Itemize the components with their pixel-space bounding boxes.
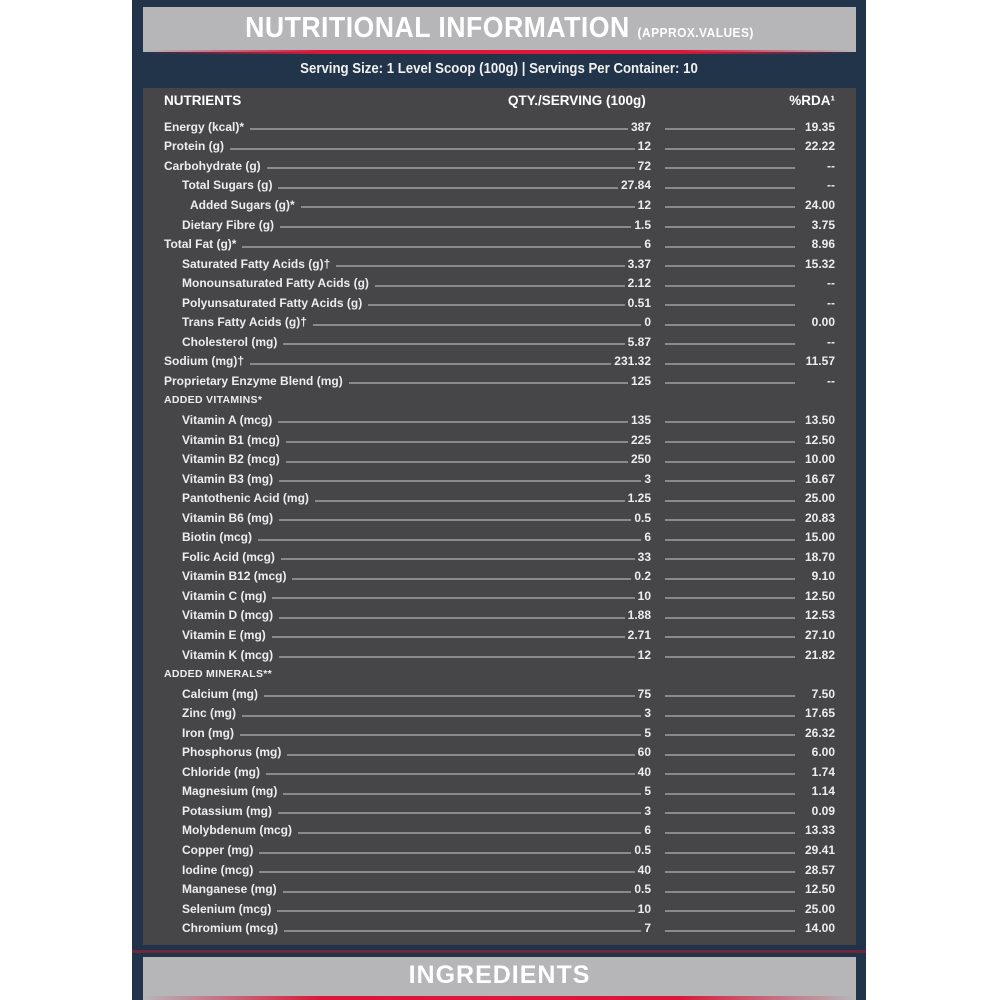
table-row: [164, 782, 835, 802]
table-row: [164, 332, 835, 352]
leader-line: [272, 597, 634, 599]
leader-line: [665, 871, 795, 873]
qty-value: 3: [644, 471, 651, 486]
rda-value: 1.14: [811, 784, 835, 799]
leader-line: [283, 891, 632, 893]
nutrient-name: Polyunsaturated Fatty Acids (g): [182, 295, 363, 310]
qty-value: 225: [630, 432, 651, 447]
ingredients-title: INGREDIENTS: [408, 961, 591, 989]
table-row: [164, 684, 835, 704]
table-row: [164, 821, 835, 841]
leader-line: [665, 480, 795, 482]
leader-line: [665, 617, 795, 619]
qty-value: 5: [644, 725, 651, 740]
table-rows: [164, 117, 835, 938]
leader-line: [665, 363, 795, 365]
leader-line: [665, 695, 795, 697]
leader-line: [665, 754, 795, 756]
rda-value: 9.10: [811, 569, 835, 584]
rda-value: --: [827, 334, 835, 349]
table-row: [164, 840, 835, 860]
nutrient-name: Manganese (mg): [182, 882, 277, 897]
leader-line: [242, 246, 641, 248]
rda-value: 19.35: [804, 119, 835, 134]
qty-value: 1.25: [627, 491, 651, 506]
leader-line: [272, 636, 625, 638]
rda-value: 29.41: [804, 843, 835, 857]
rda-value: 15.32: [804, 256, 835, 271]
table-row: [164, 430, 835, 450]
leader-line: [280, 226, 631, 228]
leader-line: [665, 304, 795, 306]
leader-line: [278, 187, 618, 189]
nutrient-name: Magnesium (mg): [182, 784, 278, 799]
rda-value: 14.00: [804, 921, 835, 936]
section-heading: [164, 391, 835, 411]
leader-line: [230, 148, 635, 150]
leader-line: [240, 734, 641, 736]
table-row: [164, 606, 835, 626]
leader-line: [665, 148, 795, 150]
nutrient-name: ADDED MINERALS**: [164, 668, 273, 681]
column-header-qty: QTY./SERVING (100g): [508, 93, 646, 108]
table-header: [164, 93, 835, 111]
leader-line: [375, 285, 625, 287]
rda-value: 12.53: [804, 608, 835, 623]
rda-value: 6.00: [811, 745, 835, 760]
qty-value: 2.12: [627, 276, 651, 291]
table-row: [164, 117, 835, 137]
rda-value: 8.96: [811, 237, 835, 252]
leader-line: [665, 343, 795, 345]
qty-value: 3: [644, 706, 651, 721]
leader-line: [665, 793, 795, 795]
qty-value: 1.88: [627, 608, 651, 623]
qty-value: 12: [637, 139, 651, 154]
rda-value: --: [827, 373, 835, 388]
qty-value: 0: [644, 315, 651, 330]
qty-value: 27.84: [620, 178, 651, 193]
rda-value: --: [827, 178, 835, 193]
nutrient-name: Trans Fatty Acids (g)†: [182, 315, 307, 330]
leader-line: [242, 715, 641, 717]
table-row: [164, 469, 835, 489]
nutrient-name: Folic Acid (mcg): [182, 549, 275, 564]
leader-line: [259, 852, 631, 854]
nutrient-name: Chloride (mg): [182, 764, 260, 779]
leader-line: [301, 206, 635, 208]
nutrient-name: Chromium (mcg): [182, 921, 278, 936]
rda-value: 13.33: [804, 823, 835, 838]
column-header-nutrients: NUTRIENTS: [164, 93, 242, 108]
leader-line: [286, 441, 628, 443]
rda-value: 12.50: [804, 588, 835, 603]
leader-line: [665, 910, 795, 912]
leader-line: [665, 461, 795, 463]
qty-value: 387: [630, 119, 651, 134]
table-row: [164, 508, 835, 528]
leader-line: [665, 187, 795, 189]
table-row: [164, 860, 835, 880]
nutrient-name: Vitamin E (mg): [182, 627, 266, 642]
leader-line: [279, 519, 631, 521]
leader-line: [665, 441, 795, 443]
qty-value: 6: [644, 530, 651, 545]
leader-line: [665, 930, 795, 932]
qty-value: 0.5: [634, 843, 651, 857]
qty-value: 12: [637, 197, 651, 212]
rda-value: 17.65: [804, 706, 835, 721]
qty-value: 0.2: [634, 569, 651, 584]
table-row: [164, 645, 835, 665]
ingredients-accent-line: [143, 996, 856, 1000]
leader-line: [665, 773, 795, 775]
leader-line: [267, 167, 635, 169]
leader-line: [665, 500, 795, 502]
nutrient-name: Saturated Fatty Acids (g)†: [182, 256, 331, 271]
nutrient-name: Energy (kcal)*: [164, 119, 245, 134]
qty-value: 5: [644, 784, 651, 799]
qty-value: 125: [630, 373, 651, 388]
rda-value: 18.70: [804, 549, 835, 564]
section-heading: [164, 664, 835, 684]
rda-value: 24.00: [804, 197, 835, 212]
nutrient-name: Total Fat (g)*: [164, 237, 237, 252]
rda-value: 12.50: [804, 432, 835, 447]
nutrient-name: Protein (g): [164, 139, 224, 154]
qty-value: 0.5: [634, 882, 651, 897]
nutrient-name: Biotin (mcg): [182, 530, 252, 545]
leader-line: [313, 324, 641, 326]
nutrient-name: Dietary Fibre (g): [182, 217, 275, 232]
leader-line: [665, 246, 795, 248]
table-row: [164, 899, 835, 919]
nutrient-name: Vitamin C (mg): [182, 588, 267, 603]
leader-line: [286, 461, 628, 463]
leader-line: [315, 500, 625, 502]
leader-line: [665, 578, 795, 580]
leader-line: [284, 930, 641, 932]
table-row: [164, 352, 835, 372]
rda-value: 0.00: [811, 315, 835, 330]
leader-line: [665, 636, 795, 638]
qty-value: 12: [637, 647, 651, 662]
rda-value: 0.09: [811, 803, 835, 818]
leader-line: [665, 852, 795, 854]
nutrient-name: Zinc (mg): [182, 706, 236, 721]
qty-value: 6: [644, 237, 651, 252]
ingredients-header-bar: [143, 957, 856, 1000]
leader-line: [665, 167, 795, 169]
leader-line: [336, 265, 624, 267]
nutrient-name: Iodine (mcg): [182, 862, 254, 877]
nutrient-name: Iron (mg): [182, 725, 234, 740]
table-row: [164, 234, 835, 254]
table-row: [164, 625, 835, 645]
leader-line: [665, 285, 795, 287]
leader-line: [665, 226, 795, 228]
qty-value: 0.5: [634, 510, 651, 525]
table-row: [164, 137, 835, 157]
nutrient-name: Vitamin B6 (mg): [182, 510, 274, 525]
leader-line: [665, 812, 795, 814]
qty-value: 135: [630, 412, 651, 427]
column-header-rda: %RDA¹: [789, 93, 835, 108]
nutrient-name: Proprietary Enzyme Blend (mg): [164, 373, 343, 388]
table-row: [164, 879, 835, 899]
rda-value: --: [827, 295, 835, 310]
table-row: [164, 488, 835, 508]
table-row: [164, 547, 835, 567]
rda-value: 25.00: [804, 901, 835, 916]
divider-accent: [132, 950, 866, 953]
qty-value: 72: [637, 158, 651, 173]
qty-value: 40: [637, 764, 651, 779]
rda-value: 7.50: [811, 686, 835, 701]
table-row: [164, 586, 835, 606]
qty-value: 6: [644, 823, 651, 838]
nutrient-name: Vitamin A (mcg): [182, 412, 273, 427]
rda-value: 15.00: [804, 530, 835, 545]
nutrient-name: Molybdenum (mcg): [182, 823, 292, 838]
nutrient-name: Sodium (mg)†: [164, 354, 244, 369]
leader-line: [278, 812, 641, 814]
table-row: [164, 254, 835, 274]
leader-line: [259, 871, 634, 873]
leader-line: [258, 539, 641, 541]
rda-value: --: [827, 276, 835, 291]
qty-value: 5.87: [627, 334, 651, 349]
leader-line: [665, 539, 795, 541]
table-row: [164, 918, 835, 938]
qty-value: 75: [637, 686, 651, 701]
rda-value: --: [827, 158, 835, 173]
table-row: [164, 723, 835, 743]
nutrient-name: Vitamin K (mcg): [182, 647, 274, 662]
nutrient-name: Monounsaturated Fatty Acids (g): [182, 276, 369, 291]
leader-line: [665, 656, 795, 658]
nutrition-title: [245, 12, 754, 45]
qty-value: 10: [637, 901, 651, 916]
qty-value: 1.5: [634, 217, 651, 232]
nutrient-name: Cholesterol (mg): [182, 334, 278, 349]
table-row: [164, 567, 835, 587]
serving-info: Serving Size: 1 Level Scoop (100g) | Servings Per Container: 10: [300, 60, 698, 77]
leader-line: [281, 558, 635, 560]
table-row: [164, 312, 835, 332]
leader-line: [665, 421, 795, 423]
rda-value: 1.74: [811, 764, 835, 779]
rda-value: 28.57: [804, 862, 835, 877]
leader-line: [665, 715, 795, 717]
leader-line: [250, 128, 628, 130]
leader-line: [665, 265, 795, 267]
leader-line: [665, 382, 795, 384]
rda-value: 10.00: [804, 452, 835, 467]
rda-value: 16.67: [804, 471, 835, 486]
qty-value: 10: [637, 588, 651, 603]
leader-line: [665, 128, 795, 130]
leader-line: [665, 597, 795, 599]
leader-line: [283, 793, 641, 795]
nutrient-name: Selenium (mcg): [182, 901, 272, 916]
table-row: [164, 801, 835, 821]
nutrient-name: Vitamin B1 (mcg): [182, 432, 280, 447]
qty-value: 40: [637, 862, 651, 877]
nutrition-header-bar: [143, 7, 856, 52]
rda-value: 21.82: [804, 647, 835, 662]
qty-value: 3: [644, 803, 651, 818]
nutrient-name: Vitamin B3 (mg): [182, 471, 274, 486]
leader-line: [665, 558, 795, 560]
nutrient-name: Vitamin B12 (mcg): [182, 569, 287, 584]
leader-line: [665, 206, 795, 208]
table-row: [164, 371, 835, 391]
table-row: [164, 273, 835, 293]
nutrient-name: Vitamin B2 (mcg): [182, 452, 280, 467]
qty-value: 7: [644, 921, 651, 936]
nutrition-table: [143, 88, 856, 945]
nutrient-name: Vitamin D (mcg): [182, 608, 274, 623]
leader-line: [279, 656, 635, 658]
leader-line: [250, 363, 611, 365]
qty-value: 3.37: [627, 256, 651, 271]
table-row: [164, 743, 835, 763]
leader-line: [283, 343, 624, 345]
nutrition-panel: [132, 0, 866, 1000]
qty-value: 0.51: [627, 295, 651, 310]
leader-line: [279, 617, 625, 619]
leader-line: [298, 832, 641, 834]
leader-line: [287, 754, 634, 756]
nutrient-name: ADDED VITAMINS*: [164, 394, 263, 407]
title-subtitle: (APPROX.VALUES): [637, 25, 754, 40]
title-text: NUTRITIONAL INFORMATION: [245, 12, 630, 44]
leader-line: [278, 421, 628, 423]
header-accent-line: [143, 50, 856, 54]
leader-line: [368, 304, 624, 306]
nutrient-name: Carbohydrate (g): [164, 158, 261, 173]
table-row: [164, 293, 835, 313]
qty-value: 33: [637, 549, 651, 564]
nutrient-name: Pantothenic Acid (mg): [182, 491, 309, 506]
nutrient-name: Added Sugars (g)*: [190, 197, 295, 212]
rda-value: 26.32: [804, 725, 835, 740]
table-row: [164, 703, 835, 723]
nutrient-name: Calcium (mg): [182, 686, 259, 701]
table-row: [164, 156, 835, 176]
table-row: [164, 215, 835, 235]
rda-value: 22.22: [804, 139, 835, 154]
rda-value: 20.83: [804, 510, 835, 525]
table-row: [164, 762, 835, 782]
qty-value: 2.71: [627, 627, 651, 642]
leader-line: [665, 832, 795, 834]
leader-line: [665, 519, 795, 521]
rda-value: 13.50: [804, 412, 835, 427]
leader-line: [665, 891, 795, 893]
table-row: [164, 449, 835, 469]
nutrient-name: Total Sugars (g): [182, 178, 273, 193]
qty-value: 250: [630, 452, 651, 467]
leader-line: [665, 734, 795, 736]
qty-value: 231.32: [614, 354, 651, 369]
table-row: [164, 176, 835, 196]
table-row: [164, 195, 835, 215]
rda-value: 27.10: [804, 627, 835, 642]
leader-line: [279, 480, 641, 482]
leader-line: [266, 773, 635, 775]
table-row: [164, 410, 835, 430]
nutrient-name: Copper (mg): [182, 843, 254, 857]
nutrient-name: Potassium (mg): [182, 803, 273, 818]
rda-value: 3.75: [811, 217, 835, 232]
rda-value: 25.00: [804, 491, 835, 506]
qty-value: 60: [637, 745, 651, 760]
leader-line: [277, 910, 634, 912]
rda-value: 11.57: [805, 354, 835, 369]
leader-line: [292, 578, 631, 580]
table-row: [164, 527, 835, 547]
rda-value: 12.50: [804, 882, 835, 897]
leader-line: [264, 695, 635, 697]
leader-line: [665, 324, 795, 326]
nutrient-name: Phosphorus (mg): [182, 745, 282, 760]
leader-line: [349, 382, 628, 384]
